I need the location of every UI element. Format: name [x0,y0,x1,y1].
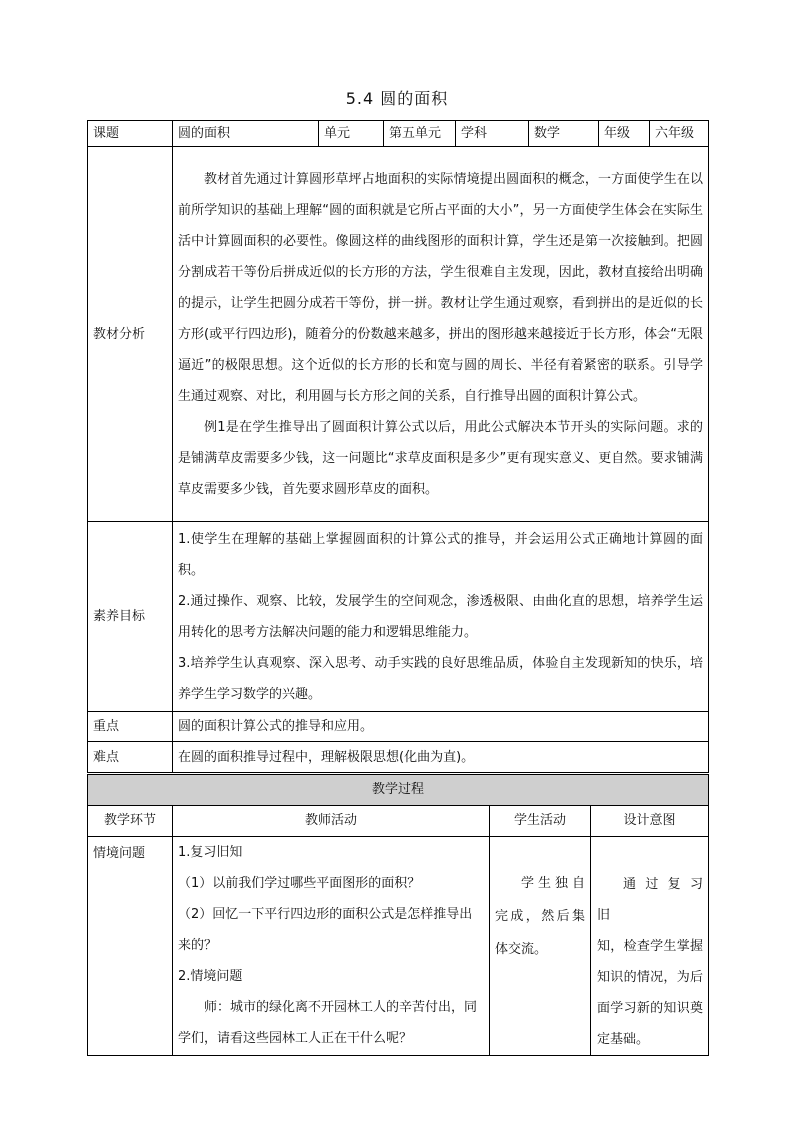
teacher-step-2: 2.情境问题 [178,969,243,984]
difficulty-label: 难点 [88,742,173,773]
goal-1: 1.使学生在理解的基础上掌握圆面积的计算公式的推导，并会运用公式正确地计算圆的面积。 [178,531,703,578]
teacher-activity-cell [173,837,490,1056]
lesson-info-table [87,120,709,773]
grade-label: 年级 [599,121,650,147]
process-title: 教学过程 [88,775,709,806]
design-intent-text: 知，检查学生掌握知识的情况，为后面学习新的知识奠定基础。 [597,939,704,1047]
key-value: 圆的面积计算公式的推导和应用。 [173,712,709,742]
header-row [88,121,709,147]
design-intent-line-1: 通 过 复 习 旧 [597,877,704,923]
key-row [88,712,709,742]
col-stage: 教学环节 [88,806,173,837]
page-title: 5.4 圆的面积 [345,89,449,108]
lesson-label: 课题 [88,121,173,147]
subject-value: 数学 [529,121,599,147]
difficulty-value: 在圆的面积推导过程中，理解极限思想(化曲为直)。 [173,742,709,773]
teacher-step-1: 1.复习旧知 [178,845,243,860]
design-intent-cell [591,837,709,1056]
analysis-paragraph-1: 教材首先通过计算圆形草坪占地面积的实际情境提出圆面积的概念，一方面使学生在以前所学知识的基础上理解“圆的面积就是它所占平面的大小”，另一方面使学生体会在实际生活中计算圆面积的必要性。像圆这样的曲线图形的面积计算，学生还是第一次接触到。把圆分割成若干等份后拼成近似的长方形的方法，学生很难自主发现，因此，教材直接给出明确的提示，让学生把圆分成若干等份，拼一拼。教材让学生通过观察，看到拼出的是近似的长方形(或平行四边形)，随着分的份数越来越多，拼出的图形越来越接近于长方形，体会“无限逼近”的极限思想。这个近似的长方形的长和宽与圆的周长、半径有着紧密的联系。引导学生通过观察、对比，利用圆与长方形之间的关系，自行推导出圆的面积计算公式。 [178,171,703,404]
analysis-content [173,147,709,522]
analysis-label: 教材分析 [88,147,173,522]
col-design: 设计意图 [591,806,709,837]
unit-value: 第五单元 [384,121,456,147]
student-activity-text: 学生独自完成，然后集体交流。 [495,876,585,957]
student-activity-cell [490,837,591,1056]
col-student: 学生活动 [490,806,591,837]
goals-content [173,522,709,712]
unit-label: 单元 [319,121,384,147]
analysis-paragraph-2: 例1是在学生推导出了圆面积计算公式以后，用此公式解决本节开头的实际问题。求的是铺满草皮需要多少钱，这一问题比“求草皮面积是多少”更有现实意义、更自然。要求铺满草皮需要多少钱，首先要求圆形草皮的面积。 [178,419,703,497]
analysis-row [88,147,709,522]
goals-label: 素养目标 [88,522,173,712]
process-header-row [88,806,709,837]
process-title-row [88,775,709,806]
process-row [88,837,709,1056]
teacher-scenario: 师：城市的绿化离不开园林工人的辛苦付出，同学们，请看这些园林工人正在干什么呢？ [178,1000,478,1046]
goal-3: 3.培养学生认真观察、深入思考、动手实践的良好思维品质，体验自主发现新知的快乐，培养学生学习数学的兴趣。 [178,655,703,702]
grade-value: 六年级 [650,121,709,147]
teacher-question-2: （2）回忆一下平行四边形的面积公式是怎样推导出来的？ [178,907,473,953]
difficulty-row [88,742,709,773]
teaching-process-table [87,774,709,1056]
goal-2: 2.通过操作、观察、比较，发展学生的空间观念，渗透极限、由曲化直的思想，培养学生运用转化的思考方法解决问题的能力和逻辑思维能力。 [178,593,703,640]
goals-row [88,522,709,712]
stage-cell: 情境问题 [88,837,173,1056]
teacher-question-1: （1）以前我们学过哪些平面图形的面积？ [178,876,421,891]
key-label: 重点 [88,712,173,742]
col-teacher: 教师活动 [173,806,490,837]
subject-label: 学科 [456,121,529,147]
lesson-value: 圆的面积 [173,121,319,147]
